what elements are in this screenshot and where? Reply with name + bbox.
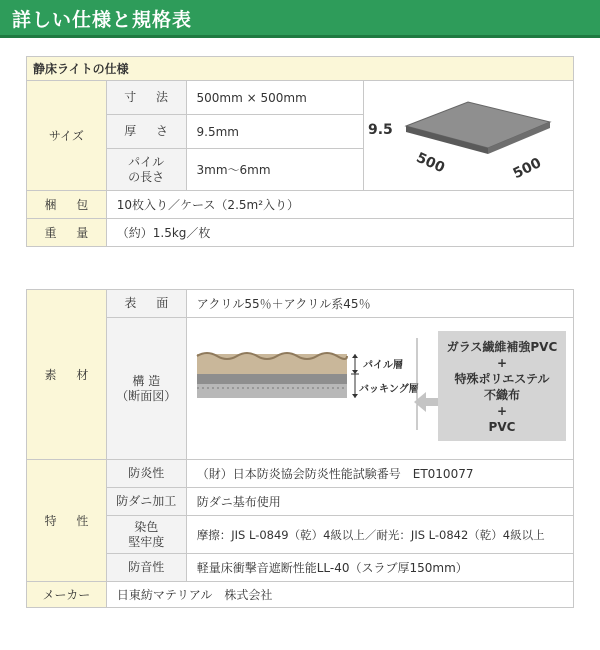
soundproof-label: 防音性 (106, 554, 186, 582)
composition-line-5: + (496, 404, 508, 418)
maker-value: 日東紡マテリアル 株式会社 (106, 582, 573, 608)
backing-composition-box (438, 331, 566, 441)
pile-length-value: 3mm〜6mm (186, 149, 363, 191)
packing-value: 10枚入り／ケース（2.5m²入り） (106, 191, 573, 219)
pile-length-label-line2: の長さ (128, 169, 165, 184)
header-bar (0, 0, 600, 38)
left-arrow-icon (414, 389, 440, 415)
material-label: 素 材 (27, 290, 107, 460)
soundproof-value: 軽量床衝撃音遮断性能LL-40（スラブ厚150mm） (186, 554, 573, 582)
pile-length-label (106, 149, 186, 191)
structure-label-line2: （断面図） (116, 388, 177, 403)
composition-line-2: + (496, 356, 508, 370)
tile-diagram (364, 84, 572, 188)
anti-mite-value: 防ダニ基布使用 (186, 488, 573, 516)
page-title: 詳しい仕様と規格表 (12, 9, 193, 31)
thickness-label: 9.5 (367, 121, 393, 138)
color-fastness-label-line2: 堅牢度 (128, 534, 165, 549)
width-label: 500 (413, 149, 447, 176)
backing-layer-label: バッキング層 (358, 384, 419, 395)
base-layer-image (197, 384, 347, 398)
color-fastness-label-line1: 染色 (134, 519, 159, 534)
tile-diagram-cell (363, 81, 573, 191)
surface-label: 表 面 (106, 290, 186, 318)
composition-line-4: 不織布 (483, 388, 520, 402)
cross-section-diagram (195, 334, 425, 444)
composition-line-3: 特殊ポリエステル (454, 372, 550, 386)
packing-label: 梱 包 (27, 191, 107, 219)
composition-line-1: ガラス繊維補強PVC (446, 340, 558, 354)
thickness-value: 9.5mm (186, 115, 363, 149)
weight-value: （約）1.5kg／枚 (106, 219, 573, 247)
composition-line-6: PVC (488, 420, 516, 434)
tile-top-face (406, 102, 550, 148)
weight-label: 重 量 (27, 219, 107, 247)
size-label: サイズ (27, 81, 107, 191)
spec-table-size (26, 56, 574, 247)
maker-label: メーカー (27, 582, 107, 608)
structure-label (106, 318, 186, 460)
color-fastness-value: 摩擦：JIS L-0849（乾）4級以上／耐光：JIS L-0842（乾）4級以上 (186, 516, 573, 554)
properties-label: 特 性 (27, 460, 107, 582)
pile-layer-label: パイル層 (362, 360, 403, 371)
thickness-row-label: 厚 さ (106, 115, 186, 149)
dimension-value: 500mm × 500mm (186, 81, 363, 115)
pile-length-label-line1: パイル (128, 154, 165, 169)
section-title: 静床ライトの仕様 (27, 57, 574, 81)
surface-value: アクリル55％＋アクリル系45％ (186, 290, 573, 318)
structure-label-line1: 構 造 (132, 373, 161, 388)
anti-mite-label: 防ダニ加工 (106, 488, 186, 516)
depth-label: 500 (510, 154, 544, 182)
dimension-label: 寸 法 (106, 81, 186, 115)
flame-resistance-label: 防炎性 (106, 460, 186, 488)
backing-layer-image (197, 374, 347, 384)
flame-resistance-value: （財）日本防炎協会防炎性能試験番号 ET010077 (186, 460, 573, 488)
color-fastness-label (106, 516, 186, 554)
